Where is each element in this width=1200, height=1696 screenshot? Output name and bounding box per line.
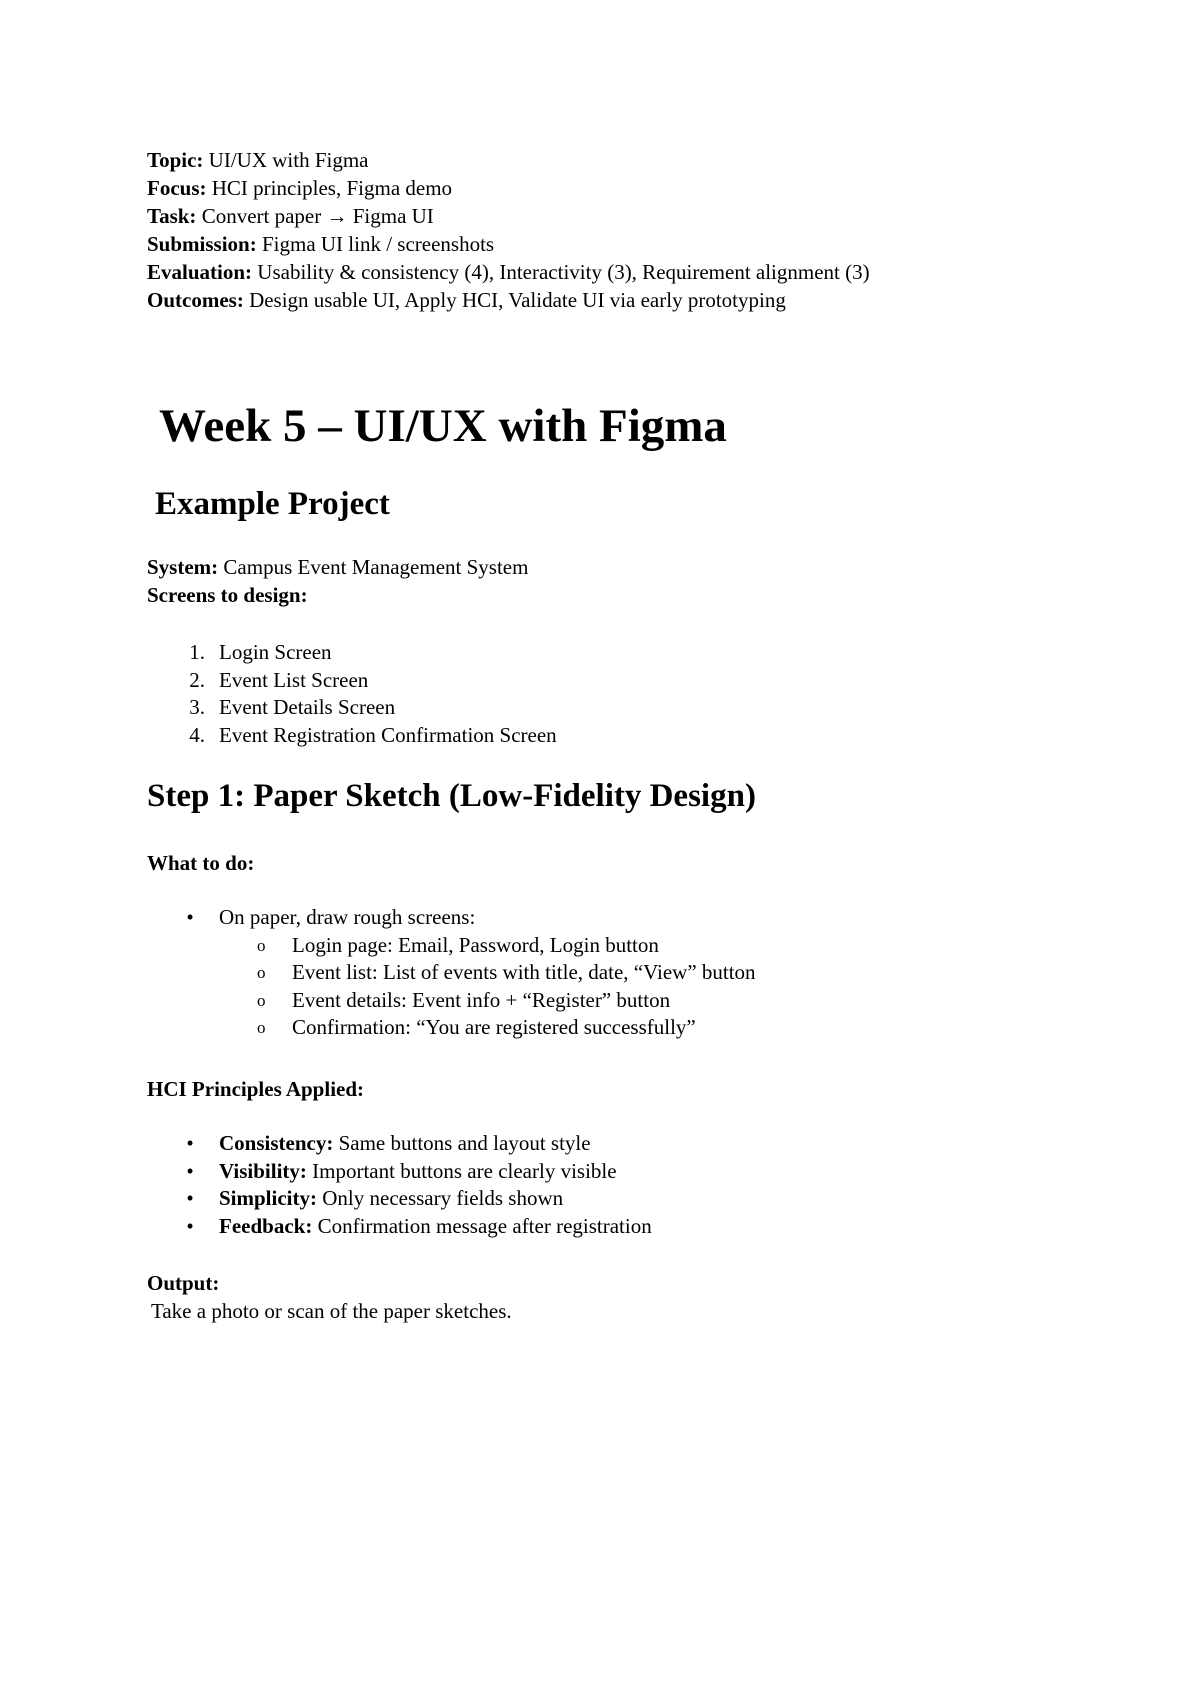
- sub-item-text: Confirmation: “You are registered successfully”: [292, 1015, 696, 1039]
- system-line: [147, 553, 528, 581]
- screens-label: Screens to design:: [147, 583, 308, 607]
- list-item-text: On paper, draw rough screens:: [219, 905, 476, 929]
- bullet-icon: •: [186, 1213, 194, 1238]
- circle-bullet-icon: o: [257, 1018, 266, 1037]
- meta-label: Topic:: [147, 148, 204, 172]
- list-item-text: Event Details Screen: [219, 695, 396, 719]
- list-item: [147, 1213, 652, 1241]
- meta-evaluation: [147, 258, 870, 286]
- meta-value: HCI principles, Figma demo: [206, 176, 453, 200]
- hci-principles-label: HCI Principles Applied:: [147, 1077, 365, 1101]
- meta-label: Task:: [147, 204, 197, 228]
- sub-list-item: [219, 987, 756, 1015]
- list-item-text: Login Screen: [219, 640, 332, 664]
- page-title: Week 5 – UI/UX with Figma: [159, 400, 727, 452]
- sub-list-item: [219, 1014, 756, 1042]
- circle-bullet-icon: o: [257, 963, 266, 982]
- sketch-bullets: [147, 904, 756, 1042]
- system-label: System:: [147, 555, 219, 579]
- step1-heading: Step 1: Paper Sketch (Low-Fidelity Design): [147, 778, 756, 814]
- principle-value: Same buttons and layout style: [333, 1131, 591, 1155]
- list-number: 4.: [189, 722, 205, 747]
- list-item-text: Event Registration Confirmation Screen: [219, 722, 557, 747]
- meta-value: Convert paper → Figma UI: [196, 204, 434, 228]
- screens-label-line: [147, 581, 528, 609]
- principle-label: Visibility:: [219, 1158, 307, 1183]
- list-item: [147, 1185, 652, 1213]
- assignment-meta: [147, 146, 870, 314]
- principle-label: Feedback:: [219, 1213, 313, 1238]
- meta-focus: [147, 174, 870, 202]
- sub-item-text: Event list: List of events with title, date, “View” button: [292, 960, 756, 984]
- principle-value: Important buttons are clearly visible: [306, 1158, 617, 1183]
- output-text: Take a photo or scan of the paper sketches.: [151, 1299, 512, 1323]
- principle-label: Simplicity:: [219, 1186, 317, 1210]
- bullet-icon: •: [186, 1186, 194, 1210]
- list-item: [147, 639, 557, 667]
- bullet-icon: •: [186, 1158, 194, 1183]
- what-to-do-label: What to do:: [147, 851, 255, 875]
- circle-bullet-icon: o: [257, 935, 266, 955]
- principle-value: Only necessary fields shown: [317, 1186, 564, 1210]
- list-item: [147, 1158, 652, 1186]
- meta-label: Outcomes:: [147, 288, 244, 312]
- list-item: [147, 667, 557, 695]
- list-item: [147, 722, 557, 750]
- principle-value: Confirmation message after registration: [312, 1213, 652, 1238]
- meta-value: Figma UI link / screenshots: [256, 232, 495, 256]
- output-label: Output:: [147, 1271, 220, 1295]
- sub-item-text: Event details: Event info + “Register” button: [292, 987, 671, 1012]
- list-item: [147, 694, 557, 722]
- meta-label: Focus:: [147, 176, 207, 200]
- list-item-text: Event List Screen: [219, 667, 369, 692]
- meta-value: Design usable UI, Apply HCI, Validate UI via early prototyping: [243, 288, 786, 312]
- meta-topic: [147, 146, 870, 174]
- list-item: [147, 904, 756, 1042]
- list-number: 2.: [189, 667, 205, 692]
- principle-label: Consistency:: [219, 1131, 334, 1155]
- list-number: 3.: [189, 695, 205, 719]
- meta-task: [147, 202, 870, 230]
- bullet-icon: •: [186, 1131, 194, 1155]
- meta-submission: [147, 230, 870, 258]
- screens-list: [147, 639, 557, 749]
- section-subtitle: Example Project: [155, 486, 390, 522]
- sub-list-item: [219, 959, 756, 987]
- list-item: [147, 1130, 652, 1158]
- sub-item-text: Login page: Email, Password, Login button: [292, 932, 659, 957]
- hci-principles-list: [147, 1130, 652, 1240]
- meta-value: Usability & consistency (4), Interactivity (3), Requirement alignment (3): [252, 260, 870, 284]
- circle-bullet-icon: o: [257, 990, 266, 1010]
- meta-value: UI/UX with Figma: [203, 148, 369, 172]
- meta-outcomes: [147, 286, 870, 314]
- sub-list-item: [219, 932, 756, 960]
- sketch-sub-list: [219, 932, 756, 1042]
- system-block: [147, 553, 528, 609]
- meta-label: Submission:: [147, 232, 257, 256]
- list-number: 1.: [189, 640, 205, 664]
- meta-label: Evaluation:: [147, 260, 253, 284]
- system-value: Campus Event Management System: [218, 555, 529, 579]
- bullet-icon: •: [186, 905, 194, 929]
